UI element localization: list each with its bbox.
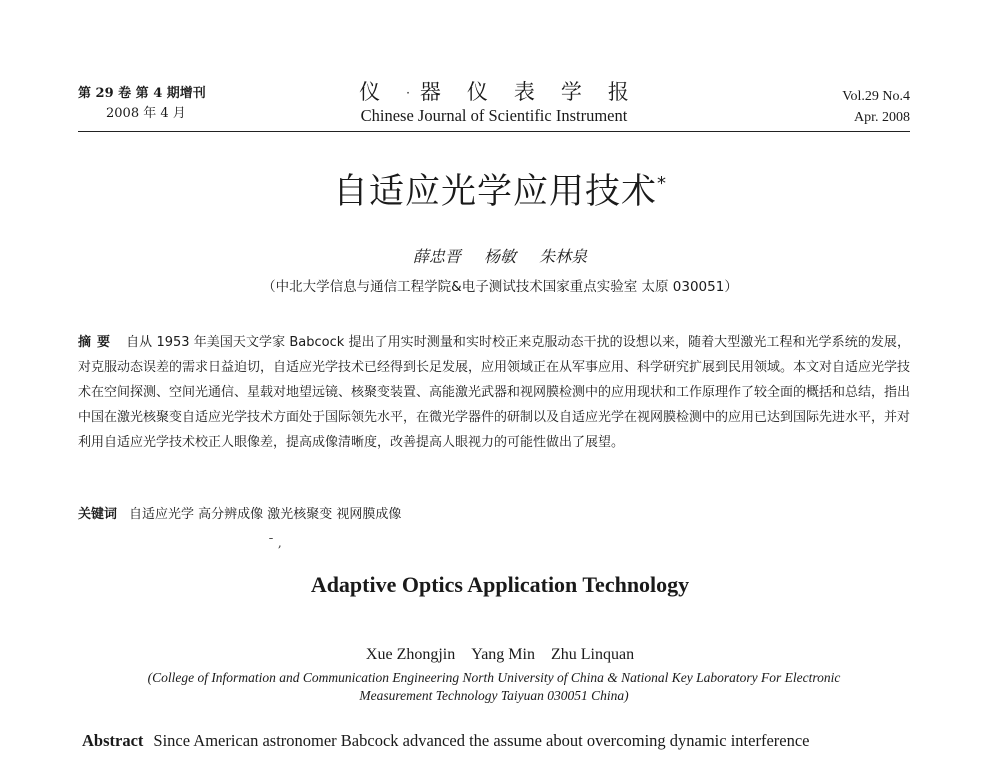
keywords-text-zh: 自适应光学 高分辨成像 激光核聚变 视网膜成像 [129, 507, 402, 522]
stray-mark: ˉ , [268, 536, 282, 550]
affiliation-zh: （中北大学信息与通信工程学院&电子测试技术国家重点实验室 太原 030051） [262, 279, 738, 295]
title-footnote-mark: * [657, 173, 667, 194]
header-rule [78, 131, 910, 132]
journal-name-en: Chinese Journal of Scientific Instrument [360, 106, 628, 125]
abstract-label-en: Abstract [82, 731, 144, 750]
volume-info-en [842, 86, 910, 128]
issue-date: 2008 年 4 月 [106, 106, 186, 121]
abstract-zh [78, 330, 910, 455]
author-en: Xue Zhongjin [365, 646, 456, 663]
affiliation-en-line2: Measurement Technology Taiyuan 030051 China) [359, 688, 629, 703]
journal-header [78, 82, 910, 134]
volume-issue: 第 29 卷 第 4 期增刊 [78, 86, 206, 101]
paper-title-en: Adaptive Optics Application Technology [310, 572, 690, 597]
abstract-text-zh: 自从 1953 年美国天文学家 Babcock 提出了用实时测量和实时校正来克服动态干扰的设想以来，随着大型激光工程和光学系统的发展，对克服动态误差的需求日益迫切，自适应光学技术已经得到长足发展，应用领域正在从军事应用、科学研究扩展到民用领域。本文对自适应光学技术在空间探测、空间光通信、星载对地望远镜、核聚变装置、高能激光武器和视网膜检测中的应用现状和工作原理作了较全面的概括和总结，指出中国在激光核聚变自适应光学技术方面处于国际领先水平，在微光学器件的研制以及自适应光学在视网膜检测中的应用已达到国际先进水平，并对利用自适应光学技术校正人眼像差，提高成像清晰度，改善提高人眼视力的可能性做出了展望。 [78, 335, 911, 450]
journal-name-zh [78, 76, 910, 106]
issue-date-en: Apr. 2008 [854, 110, 910, 125]
journal-name-zh-a: 仪 [359, 80, 407, 104]
authors-en [0, 646, 1000, 664]
volume-number-en: Vol.29 No.4 [842, 89, 910, 104]
keywords-zh [78, 503, 910, 522]
journal-name [78, 76, 910, 126]
author-zh: 薛忠晋 [412, 247, 461, 266]
journal-name-zh-b: 器仪表学报 [419, 80, 655, 104]
affiliation-en [82, 669, 906, 705]
keywords-label-zh: 关键词 [78, 507, 118, 522]
abstract-text-en: Since American astronomer Babcock advanced the assume about overcoming dynamic interference [153, 731, 810, 750]
author-zh: 朱林泉 [539, 247, 588, 266]
journal-name-zh-dot: · [406, 86, 420, 100]
paper-title-zh-text: 自适应光学应用技术 [332, 172, 657, 212]
author-en: Zhu Linquan [550, 646, 635, 663]
abstract-label-zh: 摘要 [78, 335, 117, 350]
paper-title-zh [0, 164, 1000, 214]
authors-zh [0, 244, 1000, 267]
author-zh: 杨敏 [483, 247, 516, 266]
author-en: Yang Min [471, 646, 535, 663]
affiliation-en-line1: (College of Information and Communication Engineering North University of China & National Key Laboratory For Electronic [147, 670, 841, 685]
abstract-en [82, 731, 910, 751]
